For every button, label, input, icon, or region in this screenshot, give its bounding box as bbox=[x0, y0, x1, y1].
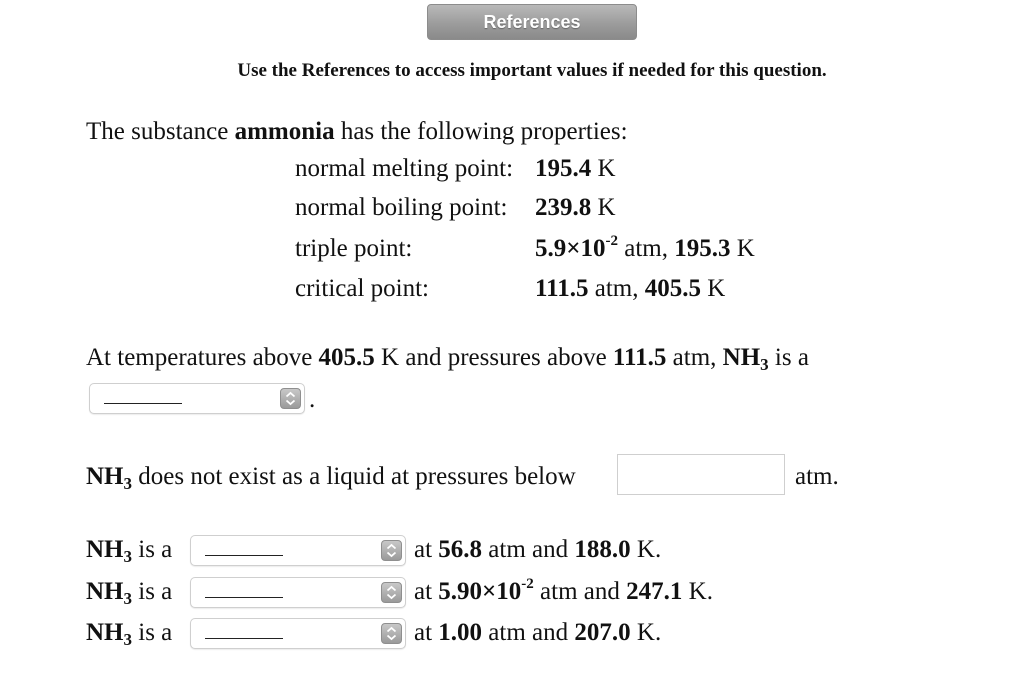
melting-point-label: normal melting point: bbox=[295, 155, 514, 182]
triple-exponent: -2 bbox=[605, 233, 618, 249]
q1-text-2: K and pressures above bbox=[381, 344, 607, 371]
q2-text: does not exist as a liquid at pressures below bbox=[138, 463, 576, 490]
select-arrows-icon bbox=[381, 540, 402, 561]
q1-pressure: 111.5 bbox=[612, 344, 667, 371]
select-blank bbox=[205, 555, 283, 556]
boiling-unit: K bbox=[597, 194, 616, 221]
instruction-text: Use the References to access important values if needed for this question. bbox=[237, 60, 827, 81]
references-button[interactable]: References bbox=[427, 4, 637, 40]
row3-condition: at 1.00 atm and 207.0 K. bbox=[414, 619, 662, 646]
substance-name: ammonia bbox=[234, 118, 335, 145]
q2-unit: atm. bbox=[795, 463, 839, 490]
phase-select-supercritical[interactable] bbox=[89, 383, 305, 414]
phase-select-row3[interactable] bbox=[190, 618, 406, 649]
intro-line bbox=[86, 117, 628, 147]
triple-temp: 195.3 bbox=[674, 235, 731, 262]
boiling-point-label: normal boiling point: bbox=[295, 194, 508, 221]
critical-temp: 405.5 bbox=[644, 275, 701, 302]
phase-select-row1[interactable] bbox=[190, 535, 406, 566]
q1-text-3: atm, bbox=[672, 344, 717, 371]
q1-period: . bbox=[309, 386, 316, 413]
intro-suffix: has the following properties: bbox=[340, 118, 628, 145]
row2-label: $NH_3$ is a bbox=[86, 578, 173, 608]
select-arrows-icon bbox=[381, 623, 402, 644]
critical-pressure-unit: atm, bbox=[594, 275, 639, 302]
select-blank bbox=[205, 597, 283, 598]
triple-mantissa: 5.9×10 bbox=[535, 235, 606, 262]
melting-point-value bbox=[535, 154, 616, 184]
critical-temp-unit: K bbox=[707, 275, 726, 302]
question-liquid-pressure bbox=[86, 462, 576, 492]
q1-formula: $NH_3$ bbox=[722, 344, 769, 374]
q1-temp: 405.5 bbox=[318, 344, 375, 371]
row1-condition: at 56.8 atm and 188.0 K. bbox=[414, 536, 662, 563]
q2-formula: $NH_3$ bbox=[86, 463, 132, 493]
select-blank bbox=[104, 403, 182, 404]
select-arrows-icon bbox=[280, 388, 301, 409]
row1-label: $NH_3$ is a bbox=[86, 536, 173, 566]
min-liquid-pressure-input[interactable] bbox=[617, 454, 785, 495]
select-blank bbox=[205, 638, 283, 639]
boiling-point-value bbox=[535, 193, 616, 223]
q1-text-4: is a bbox=[774, 344, 809, 371]
row2-condition: at $5.90\times 10^{-2}$ atm and 247.1 K. bbox=[414, 576, 713, 605]
intro-prefix: The substance bbox=[86, 118, 229, 145]
melting-value: 195.4 bbox=[535, 155, 592, 182]
melting-unit: K bbox=[597, 155, 616, 182]
question-supercritical bbox=[86, 343, 809, 373]
triple-point-value bbox=[535, 234, 755, 264]
critical-pressure: 111.5 bbox=[535, 275, 589, 302]
boiling-value: 239.8 bbox=[535, 194, 592, 221]
select-arrows-icon bbox=[381, 582, 402, 603]
critical-point-label: critical point: bbox=[295, 275, 429, 302]
q1-text-1: At temperatures above bbox=[86, 344, 313, 371]
triple-point-label: triple point: bbox=[295, 235, 413, 262]
row3-label: $NH_3$ is a bbox=[86, 619, 173, 649]
critical-point-value bbox=[535, 274, 725, 304]
triple-pressure-unit: atm, bbox=[624, 235, 668, 262]
phase-select-row2[interactable] bbox=[190, 577, 406, 608]
triple-temp-unit: K bbox=[736, 235, 755, 262]
